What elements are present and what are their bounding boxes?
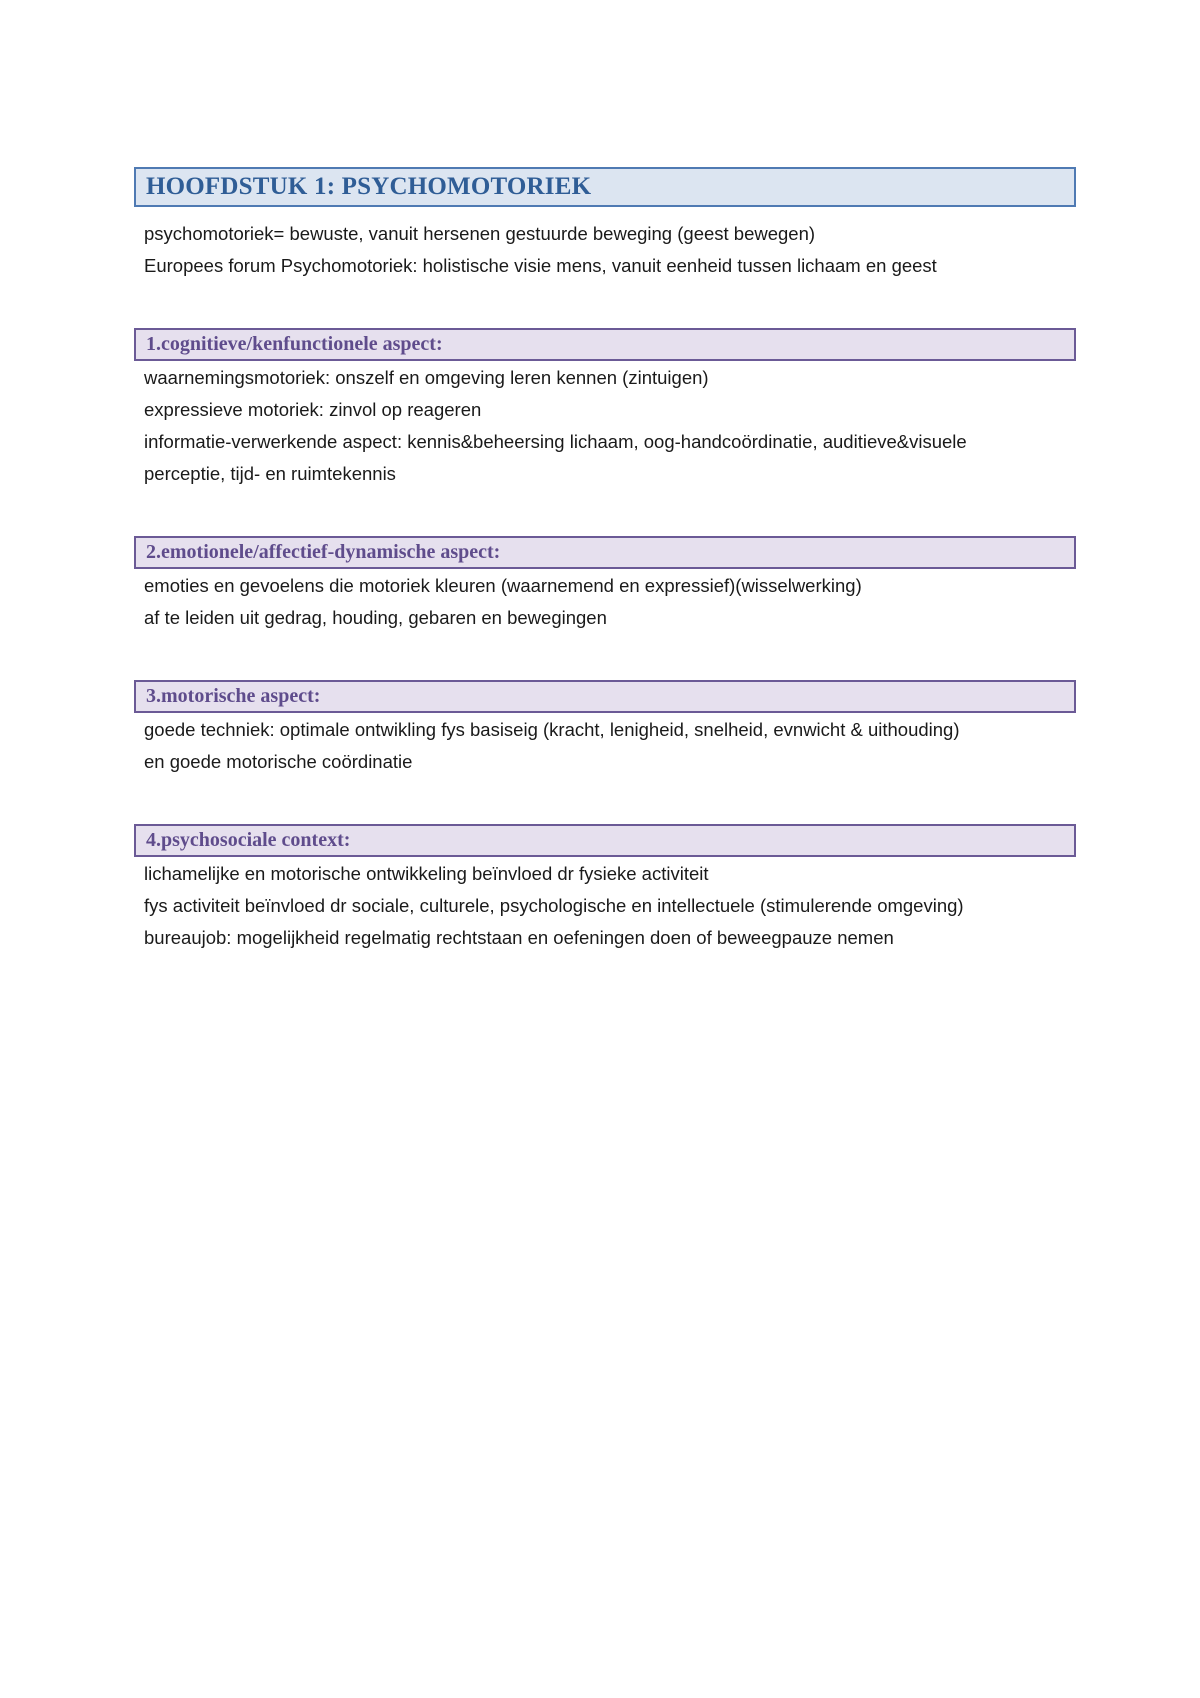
intro-line: psychomotoriek= bewuste, vanuit hersenen gestuurde beweging (geest bewegen)	[144, 223, 816, 244]
section-heading: 2.emotionele/affectief-dynamische aspect:	[134, 536, 1076, 569]
section-psychosocial	[134, 824, 1076, 954]
section-heading: 4.psychosociale context:	[134, 824, 1076, 857]
body-line: expressieve motoriek: zinvol op reageren	[144, 399, 482, 420]
document-content	[134, 167, 1076, 954]
body-line: goede techniek: optimale ontwikling fys basiseig (kracht, lenigheid, snelheid, evnwicht & uithouding)	[144, 719, 960, 740]
body-line: fys activiteit beïnvloed dr sociale, culturele, psychologische en intellectuele (stimulerende omgeving)	[144, 895, 964, 916]
section-body	[134, 570, 1076, 634]
chapter-title: HOOFDSTUK 1: PSYCHOMOTORIEK	[134, 167, 1076, 207]
body-line: perceptie, tijd- en ruimtekennis	[144, 463, 396, 484]
body-line: waarnemingsmotoriek: onszelf en omgeving leren kennen (zintuigen)	[144, 367, 709, 388]
section-heading: 1.cognitieve/kenfunctionele aspect:	[134, 328, 1076, 361]
body-line: af te leiden uit gedrag, houding, gebaren en bewegingen	[144, 607, 607, 628]
body-line: emoties en gevoelens die motoriek kleuren (waarnemend en expressief)(wisselwerking)	[144, 575, 862, 596]
section-body	[134, 714, 1076, 778]
section-body	[134, 858, 1076, 954]
section-cognitive	[134, 328, 1076, 490]
section-motoric	[134, 680, 1076, 778]
body-line: bureaujob: mogelijkheid regelmatig rechtstaan en oefeningen doen of beweegpauze nemen	[144, 927, 894, 948]
body-line: informatie-verwerkende aspect: kennis&beheersing lichaam, oog-handcoördinatie, auditieve&visuele	[144, 431, 967, 452]
section-emotional	[134, 536, 1076, 634]
intro-line: Europees forum Psychomotoriek: holistische visie mens, vanuit eenheid tussen lichaam en geest	[144, 255, 937, 276]
body-line: en goede motorische coördinatie	[144, 751, 413, 772]
chapter-intro	[134, 218, 1076, 282]
section-body	[134, 362, 1076, 490]
body-line: lichamelijke en motorische ontwikkeling beïnvloed dr fysieke activiteit	[144, 863, 709, 884]
section-heading: 3.motorische aspect:	[134, 680, 1076, 713]
